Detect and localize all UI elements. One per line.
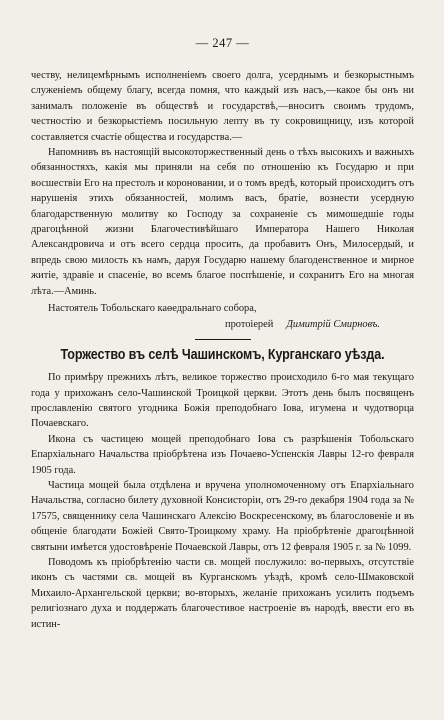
article-body [31, 370, 414, 632]
article-paragraph: Поводомъ къ прiобрѣтенiю части св. мощей послужило: во-первыхъ, отсутствiе иконъ съ частями св. мощей въ Курганскомъ уѣздѣ, кромѣ село-Шмаковской Михаило-Архангельской церкви; во-вторыхъ, желанiе прихожанъ усилить подъемъ религiознаго духа и поддержать благочестивое настроенiе въ народѣ, ввести его въ истин- [31, 556, 414, 630]
signature-author-line [31, 317, 414, 333]
continued-paragraph: честву, нелицемѣрнымъ исполненiемъ своего долга, усерднымъ и безкорыстнымъ служенiемъ общему благу, всегда помня, что каждый изъ насъ,—какое бы онъ ни занималъ положенiе въ обществѣ и государствѣ,—вноситъ своимъ трудомъ, честностiю и безкорыстiемъ посильную лепту въ ту сокровищницу, изъ которой составляется счастiе общества и государства.— [31, 70, 414, 143]
closing-paragraph: Напомнивъ въ настоящiй высокоторжественный день о тѣхъ высокихъ и важныхъ обязанностяхъ, какiя мы приняли на себя по отношенiю къ Государю и при восшествiи Его на престолъ и короновании, и о томъ вредѣ, который происходитъ отъ нарушенiя этихъ обязанностей, молимъ васъ, братiе, вознести усердную благодарственную молитву ко Господу за сохраненiе съ мимошедшiе годы драгоцѣнной жизни Благочестивѣйшаго Императора Нашего Николая Александровича и отъ всего сердца просить, да пробавитъ Онъ, Милосердый, и впредь свою милость къ намъ, даруя Государю нашему благоденственное и мирное житiе, здравiе и спасенiе, во всемъ благое поспѣшенiе, и сохранитъ Его на многая лѣта.—Аминь. [31, 147, 414, 297]
article-heading: Торжество въ селѣ Чашинскомъ, Курганскаго уѣзда. [60, 347, 385, 364]
article-paragraph: По примѣру прежнихъ лѣтъ, великое торжество происходило 6-го мая текущаго года у прихожанъ село-Чашинской Троицкой церкви. Этотъ день былъ посвященъ прославленiю святого угодника Божiя преподобнаго Iова, игумена и чудотворца Почаевскаго. [31, 372, 414, 430]
section-divider [195, 339, 251, 340]
article-paragraph: Икона съ частицею мощей преподобнаго Iова съ разрѣшенiя Тобольскаго Епархiальнаго Начальства прiобрѣтена изъ Почаево-Успенскiя Лавры 12-го февраля 1905 года. [31, 433, 414, 476]
continued-text [31, 68, 414, 299]
article-paragraph: Частица мощей была отдѣлена и вручена уполномоченному отъ Епархiальнаго Начальства, согласно билету духовной Консисторiи, отъ 29-го декабря 1904 года за № 17575, священнику села Чашинскаго Алексiю Воскресенскому, въ благословенiе и въ общенiе благодати Божiей Свято-Троицкому храму. На прiобрѣтенiе драгоцѣнной святыни имѣется удостовѣренiе Почаевской Лавры, отъ 12 февраля 1905 г. за № 1099. [31, 479, 414, 553]
signature-name: Димитрiй Смирновъ. [286, 319, 380, 331]
signature-title: протоiерей [225, 319, 274, 331]
signature-block [31, 301, 414, 333]
page-number: — 247 — [195, 36, 250, 50]
signature-position: Настоятель Тобольскаго каѳедральнаго собора, [48, 303, 257, 315]
